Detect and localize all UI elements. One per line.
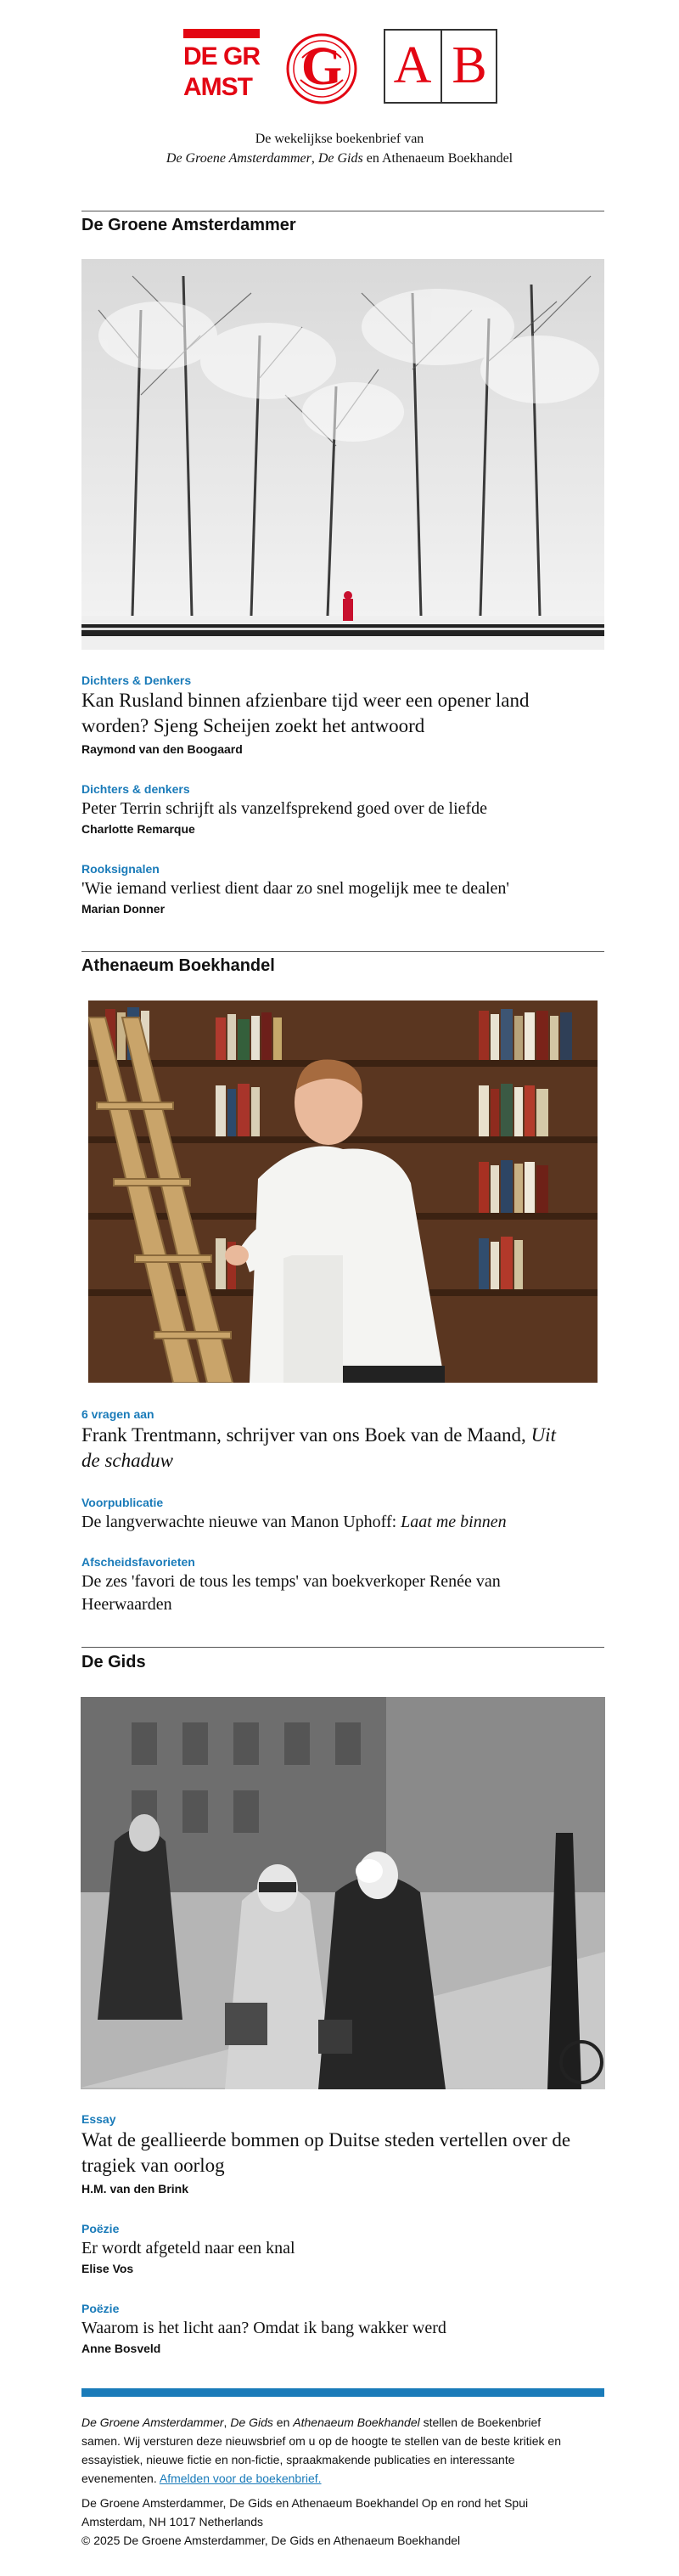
article-category[interactable]: Dichters & Denkers (81, 674, 192, 687)
intro-line2 (0, 149, 679, 168)
article-headline[interactable]: 'Wie iemand verliest dient daar zo snel mogelijk mee te dealen' (81, 879, 509, 898)
headline-text: Frank Trentmann, schrijver van ons Boek van de Maand, (81, 1424, 531, 1446)
footer-text: stellen de Boekenbrief (419, 2415, 542, 2429)
article-category[interactable]: Afscheidsfavorieten (81, 1555, 195, 1569)
intro-text (0, 129, 679, 168)
unsubscribe-link[interactable]: Afmelden voor de boekenbrief. (159, 2472, 322, 2485)
headline-book-title: de schaduw (81, 1450, 173, 1471)
intro-rest: en Athenaeum Boekhandel (362, 151, 513, 166)
article-headline[interactable]: Peter Terrin schrijft als vanzelfsprekend goed over de liefde (81, 799, 488, 818)
article-category[interactable]: Voorpublicatie (81, 1496, 164, 1509)
address-line: Amsterdam, NH 1017 Netherlands (81, 2515, 263, 2528)
athenaeum-logo[interactable] (384, 29, 497, 104)
intro-line1: De wekelijkse boekenbrief van (255, 132, 424, 146)
groene-logo-line1: DE GR (183, 42, 261, 70)
section-title-groene: De Groene Amsterdammer (81, 216, 296, 234)
footer-address (81, 2494, 604, 2550)
groene-logo-bar (183, 29, 260, 38)
footer-sep: , (223, 2415, 231, 2429)
footer-sep: en (272, 2415, 294, 2429)
footer-athenaeum: Athenaeum Boekhandel (293, 2415, 420, 2429)
copyright-text: © 2025 De Groene Amsterdammer, De Gids en Athenaeum Boekhandel (81, 2534, 461, 2547)
section-title-gids: De Gids (81, 1653, 146, 1671)
article-headline[interactable] (81, 1423, 604, 1474)
footer-about (81, 2413, 604, 2488)
headline-line (81, 1423, 604, 1448)
gids-hero-image[interactable] (81, 1697, 605, 2089)
footer-text: evenementen. (81, 2472, 160, 2485)
intro-gids: De Gids (317, 151, 363, 166)
article-category[interactable]: Poëzie (81, 2222, 120, 2235)
article-author: Elise Vos (81, 2262, 134, 2275)
article-author: Raymond van den Boogaard (81, 742, 243, 756)
footer-groene: De Groene Amsterdammer (81, 2415, 224, 2429)
article-headline[interactable] (81, 1570, 604, 1616)
headline-line: tragiek van oorlog (81, 2155, 225, 2176)
headline-line: worden? Sjeng Scheijen zoekt het antwoord (81, 715, 425, 736)
article-headline[interactable]: Waarom is het licht aan? Omdat ik bang wakker werd (81, 2319, 446, 2337)
section-divider (81, 1647, 604, 1648)
headline-line: De zes 'favori de tous les temps' van boekverkoper Renée van (81, 1572, 501, 1591)
ab-logo-letter-a: A (393, 37, 432, 94)
article-category[interactable]: Essay (81, 2112, 116, 2126)
groene-hero-image[interactable] (81, 259, 604, 650)
gids-logo-letter: G (300, 38, 343, 96)
groene-logo-line2: AMST (183, 73, 252, 101)
address-line: De Groene Amsterdammer, De Gids en Athenaeum Boekhandel Op en rond het Spui (81, 2496, 529, 2510)
footer-divider (81, 2388, 604, 2397)
footer-gids: De Gids (230, 2415, 273, 2429)
headline-text: De langverwachte nieuwe van Manon Uphoff: (81, 1513, 401, 1531)
headline-line (81, 1448, 604, 1474)
headline-line: Heerwaarden (81, 1595, 172, 1614)
article-category[interactable]: Poëzie (81, 2302, 120, 2315)
groene-logo[interactable] (183, 29, 260, 107)
footer-line (81, 2413, 604, 2432)
intro-sep: , (311, 151, 318, 166)
intro-groene: De Groene Amsterdammer (166, 151, 311, 166)
section-title-athenaeum: Athenaeum Boekhandel (81, 956, 275, 975)
ab-logo-letter-b: B (452, 37, 487, 94)
article-author: Anne Bosveld (81, 2342, 161, 2355)
athenaeum-hero-image[interactable] (88, 1001, 598, 1383)
headline-line: Wat de geallieerde bommen op Duitse steden vertellen over de (81, 2129, 571, 2150)
article-author: Marian Donner (81, 902, 166, 916)
section-divider (81, 951, 604, 952)
headline-line: Kan Rusland binnen afzienbare tijd weer een opener land (81, 690, 530, 711)
headline-book-title: Laat me binnen (401, 1513, 507, 1531)
article-headline[interactable] (81, 2128, 604, 2179)
article-author: H.M. van den Brink (81, 2182, 189, 2196)
article-category[interactable]: Rooksignalen (81, 862, 160, 876)
article-category[interactable]: Dichters & denkers (81, 782, 190, 796)
article-category[interactable]: 6 vragen aan (81, 1407, 154, 1421)
footer-line (81, 2469, 604, 2488)
article-headline[interactable] (81, 1511, 604, 1534)
footer-line: samen. Wij versturen deze nieuwsbrief om u op de hoogte te stellen van de beste kritiek en (81, 2434, 561, 2448)
article-headline[interactable] (81, 688, 604, 739)
headline-book-title: Uit (530, 1424, 556, 1446)
article-author: Charlotte Remarque (81, 822, 195, 836)
article-headline[interactable]: Er wordt afgeteld naar een knal (81, 2239, 295, 2258)
header-logos (0, 29, 679, 107)
footer-line: essayistiek, nieuwe fictie en non-fictie, spraakmakende publicaties en interessante (81, 2453, 515, 2466)
gids-logo[interactable] (285, 32, 358, 105)
